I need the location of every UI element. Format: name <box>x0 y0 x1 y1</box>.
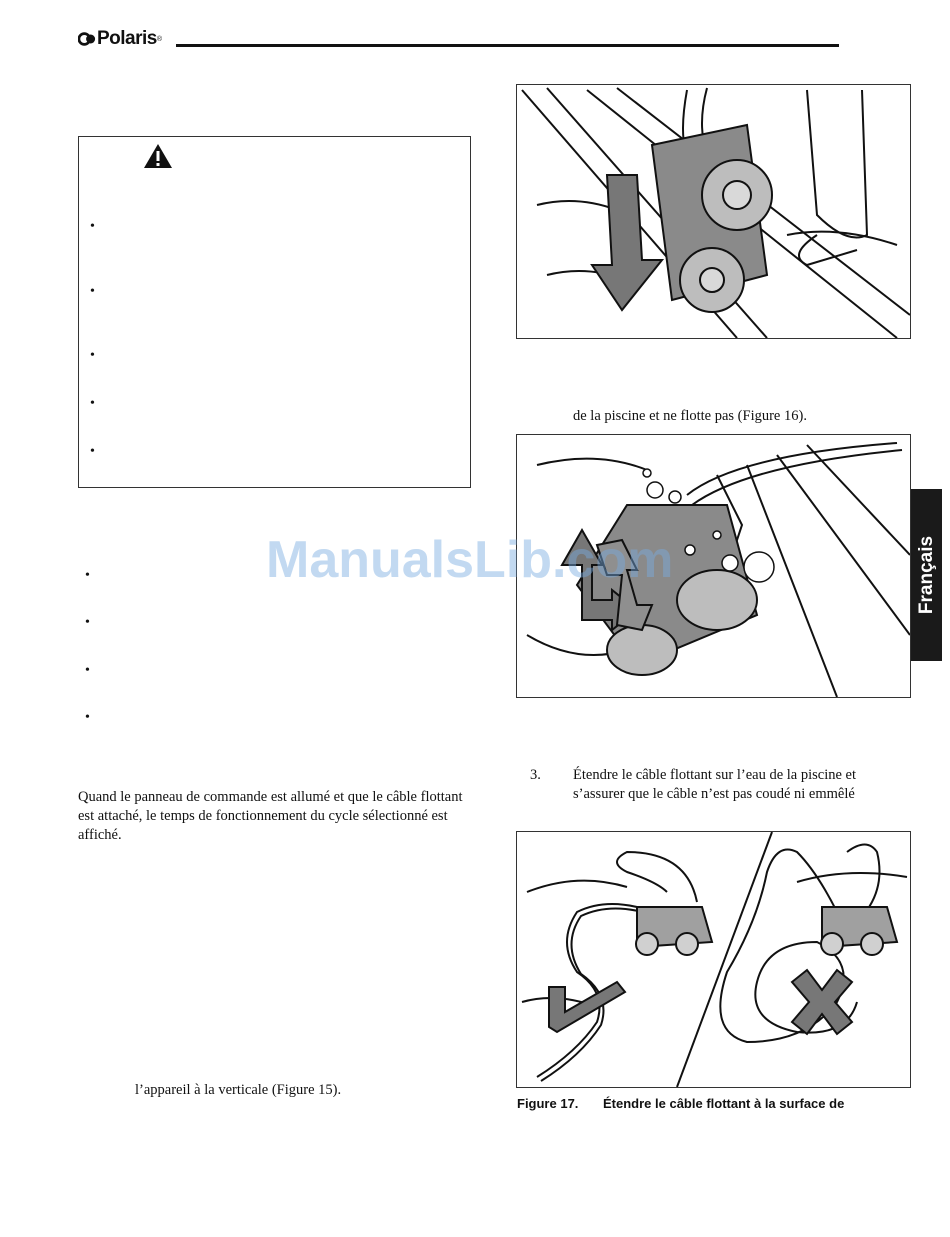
header-rule <box>176 44 839 47</box>
step-3-text-line2: s’assurer que le câble n’est pas coudé ni emmêlé <box>573 786 855 802</box>
list-bullet: • <box>85 615 90 630</box>
brand-name: Polaris <box>97 28 157 49</box>
figure-15-illustration <box>516 84 911 339</box>
warning-bullet: • <box>90 284 95 299</box>
figure-17-label: Figure 17. <box>517 1096 579 1111</box>
language-tab-label: Français <box>915 535 937 615</box>
list-bullet: • <box>85 663 90 678</box>
language-tab <box>911 489 942 661</box>
polaris-logo <box>78 28 162 50</box>
figure15-reference-text: l’appareil à la verticale (Figure 15). <box>135 1082 342 1098</box>
list-bullet: • <box>85 568 90 583</box>
list-bullet: • <box>85 710 90 725</box>
figure-17-caption-text: Étendre le câble flottant à la surface de <box>603 1096 845 1111</box>
watermark: ManualsLib.com <box>266 531 674 589</box>
polaris-logo-icon <box>78 30 96 48</box>
warning-triangle-icon <box>143 143 173 169</box>
warning-bullet: • <box>90 348 95 363</box>
warning-bullet: • <box>90 444 95 459</box>
warning-box <box>78 136 471 488</box>
figure16-reference-text: de la piscine et ne flotte pas (Figure 16). <box>573 408 807 424</box>
figure-17-illustration <box>516 831 911 1088</box>
warning-bullet: • <box>90 396 95 411</box>
brand-registered-mark: ® <box>156 35 162 43</box>
control-panel-paragraph: Quand le panneau de commande est allumé et que le câble flottant est attaché, le temps de fonctionnement du cycle sélectionné est affiché. <box>78 789 463 843</box>
step-3-text-line1: Étendre le câble flottant sur l’eau de la piscine et <box>573 767 857 783</box>
warning-bullet: • <box>90 219 95 234</box>
step-3-number: 3. <box>530 767 541 783</box>
